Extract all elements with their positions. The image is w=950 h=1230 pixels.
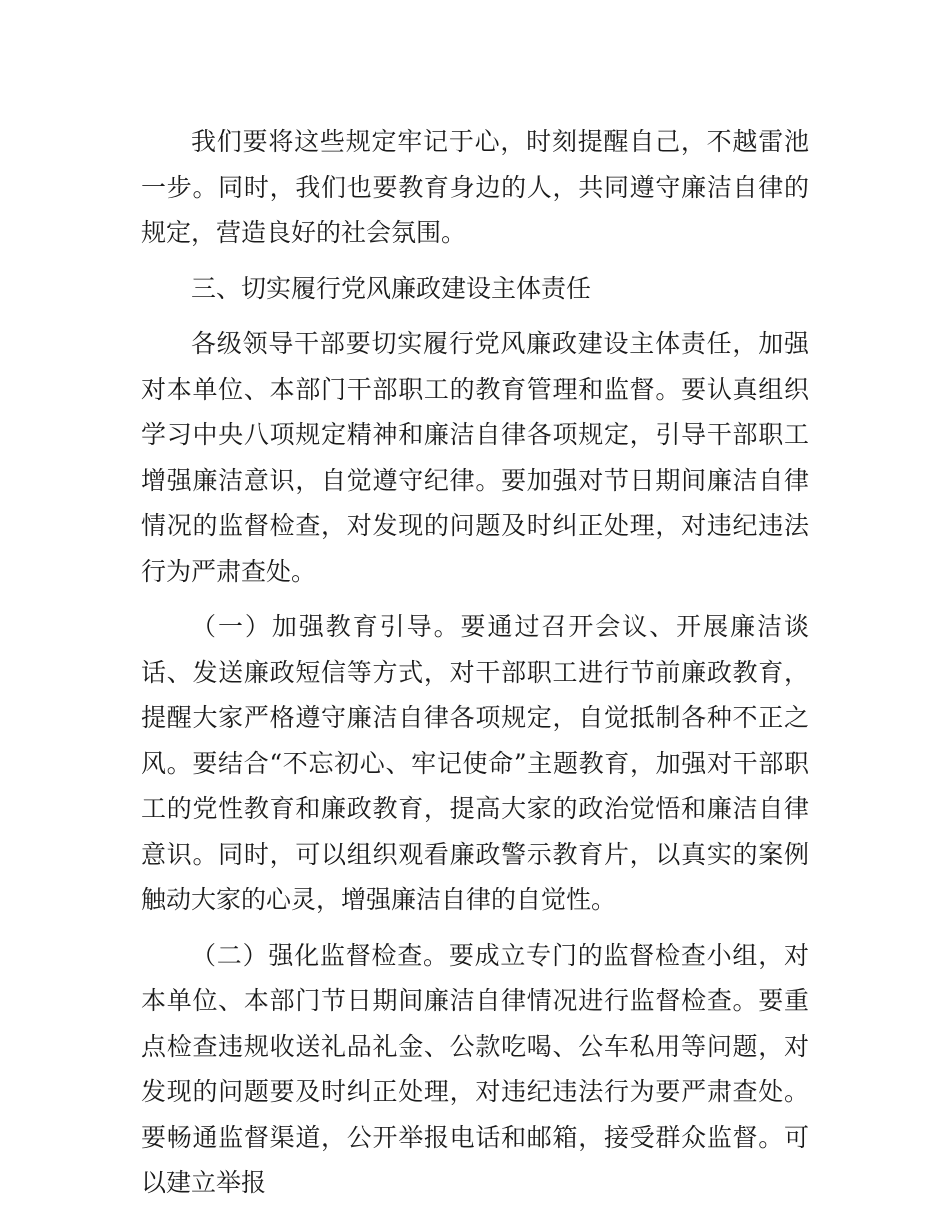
paragraph-leadership-responsibility: 各级领导干部要切实履行党风廉政建设主体责任，加强对本单位、本部门干部职工的教育管理和监督。要认真组织学习中央八项规定精神和廉洁自律各项规定，引导干部职工增强廉洁意识，自觉遵守纪律。要加强对节日期间廉洁自律情况的监督检查，对发现的问题及时纠正处理，对违纪违法行为严肃查处。 xyxy=(141,329,809,586)
section-heading-3: 三、切实履行党风廉政建设主体责任 xyxy=(191,273,592,303)
document-body xyxy=(141,119,809,1206)
paragraph-remember-rules: 我们要将这些规定牢记于心，时刻提醒自己，不越雷池一步。同时，我们也要教育身边的人，共同遵守廉洁自律的规定，营造良好的社会氛围。 xyxy=(141,127,809,247)
paragraph-education-guidance: （一）加强教育引导。要通过召开会议、开展廉洁谈话、发送廉政短信等方式，对干部职工进行节前廉政教育，提醒大家严格遵守廉洁自律各项规定，自觉抵制各种不正之风。要结合“不忘初心、牢记使命”主题教育，加强对干部职工的党性教育和廉政教育，提高大家的政治觉悟和廉洁自律意识。同时，可以组织观看廉政警示教育片，以真实的案例触动大家的心灵，增强廉洁自律的自觉性。 xyxy=(141,612,809,914)
paragraph-supervision-inspection: （二）强化监督检查。要成立专门的监督检查小组，对本单位、本部门节日期间廉洁自律情况进行监督检查。要重点检查违规收送礼品礼金、公款吃喝、公车私用等问题，对发现的问题要及时纠正处理，对违纪违法行为要严肃查处。要畅通监督渠道，公开举报电话和邮箱，接受群众监督。可以建立举报 xyxy=(141,940,809,1197)
